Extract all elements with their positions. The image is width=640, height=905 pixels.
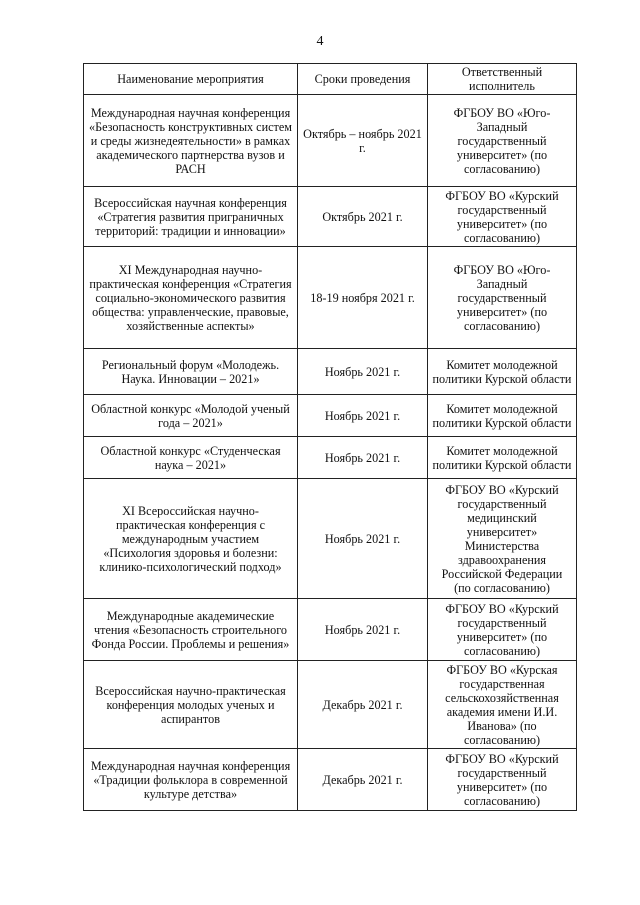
event-name-cell: Международная научная конференция «Безопасность конструктивных систем и среды жизнедеятельности» в рамках академического партнерства вузов и РАСН bbox=[84, 95, 298, 187]
event-name-cell: Всероссийская научно-практическая конференция молодых ученых и аспирантов bbox=[84, 661, 298, 749]
table-row bbox=[84, 599, 577, 661]
event-dates-cell: Ноябрь 2021 г. bbox=[298, 599, 428, 661]
event-responsible-cell: ФГБОУ ВО «Курский государственный университет» (по согласованию) bbox=[428, 749, 577, 811]
table-row bbox=[84, 395, 577, 437]
event-name-cell: Региональный форум «Молодежь. Наука. Инновации – 2021» bbox=[84, 349, 298, 395]
table-row bbox=[84, 247, 577, 349]
table-row bbox=[84, 437, 577, 479]
event-responsible-cell: ФГБОУ ВО «Курский государственный университет» (по согласованию) bbox=[428, 187, 577, 247]
event-dates-cell: Октябрь 2021 г. bbox=[298, 187, 428, 247]
event-name-cell: Международная научная конференция «Традиции фольклора в современной культуре детства» bbox=[84, 749, 298, 811]
event-dates-cell: Ноябрь 2021 г. bbox=[298, 395, 428, 437]
event-responsible-cell: ФГБОУ ВО «Курский государственный медицинский университет» Министерства здравоохранения Российской Федерации (по согласованию) bbox=[428, 479, 577, 599]
event-responsible-cell: ФГБОУ ВО «Курская государственная сельскохозяйственная академия имени И.И. Иванова» (по согласованию) bbox=[428, 661, 577, 749]
header-responsible: Ответственный исполнитель bbox=[428, 64, 577, 95]
header-dates: Сроки проведения bbox=[298, 64, 428, 95]
event-dates-cell: Декабрь 2021 г. bbox=[298, 661, 428, 749]
table-row bbox=[84, 95, 577, 187]
table-row bbox=[84, 349, 577, 395]
event-dates-cell: Ноябрь 2021 г. bbox=[298, 479, 428, 599]
table-row bbox=[84, 187, 577, 247]
table-row bbox=[84, 749, 577, 811]
event-responsible-cell: ФГБОУ ВО «Юго-Западный государственный университет» (по согласованию) bbox=[428, 247, 577, 349]
event-name-cell: XI Всероссийская научно-практическая конференция с международным участием «Психология здоровья и болезни: клинико-психологический подход» bbox=[84, 479, 298, 599]
event-responsible-cell: Комитет молодежной политики Курской области bbox=[428, 395, 577, 437]
event-name-cell: Областной конкурс «Молодой ученый года – 2021» bbox=[84, 395, 298, 437]
event-dates-cell: Декабрь 2021 г. bbox=[298, 749, 428, 811]
event-dates-cell: 18-19 ноября 2021 г. bbox=[298, 247, 428, 349]
table-row bbox=[84, 479, 577, 599]
event-name-cell: Всероссийская научная конференция «Стратегия развития приграничных территорий: традиции и инновации» bbox=[84, 187, 298, 247]
table-row bbox=[84, 661, 577, 749]
event-responsible-cell: Комитет молодежной политики Курской области bbox=[428, 437, 577, 479]
event-responsible-cell: ФГБОУ ВО «Юго-Западный государственный университет» (по согласованию) bbox=[428, 95, 577, 187]
event-responsible-cell: Комитет молодежной политики Курской области bbox=[428, 349, 577, 395]
page-number: 4 bbox=[316, 34, 324, 49]
event-dates-cell: Октябрь – ноябрь 2021 г. bbox=[298, 95, 428, 187]
event-dates-cell: Ноябрь 2021 г. bbox=[298, 437, 428, 479]
event-dates-cell: Ноябрь 2021 г. bbox=[298, 349, 428, 395]
event-name-cell: Международные академические чтения «Безопасность строительного Фонда России. Проблемы и решения» bbox=[84, 599, 298, 661]
events-table bbox=[83, 63, 577, 811]
table-header-row bbox=[84, 64, 577, 95]
event-name-cell: Областной конкурс «Студенческая наука – 2021» bbox=[84, 437, 298, 479]
event-name-cell: XI Международная научно-практическая конференция «Стратегия социально-экономического развития общества: управленческие, правовые, хозяйственные аспекты» bbox=[84, 247, 298, 349]
header-event-name: Наименование мероприятия bbox=[84, 64, 298, 95]
event-responsible-cell: ФГБОУ ВО «Курский государственный университет» (по согласованию) bbox=[428, 599, 577, 661]
